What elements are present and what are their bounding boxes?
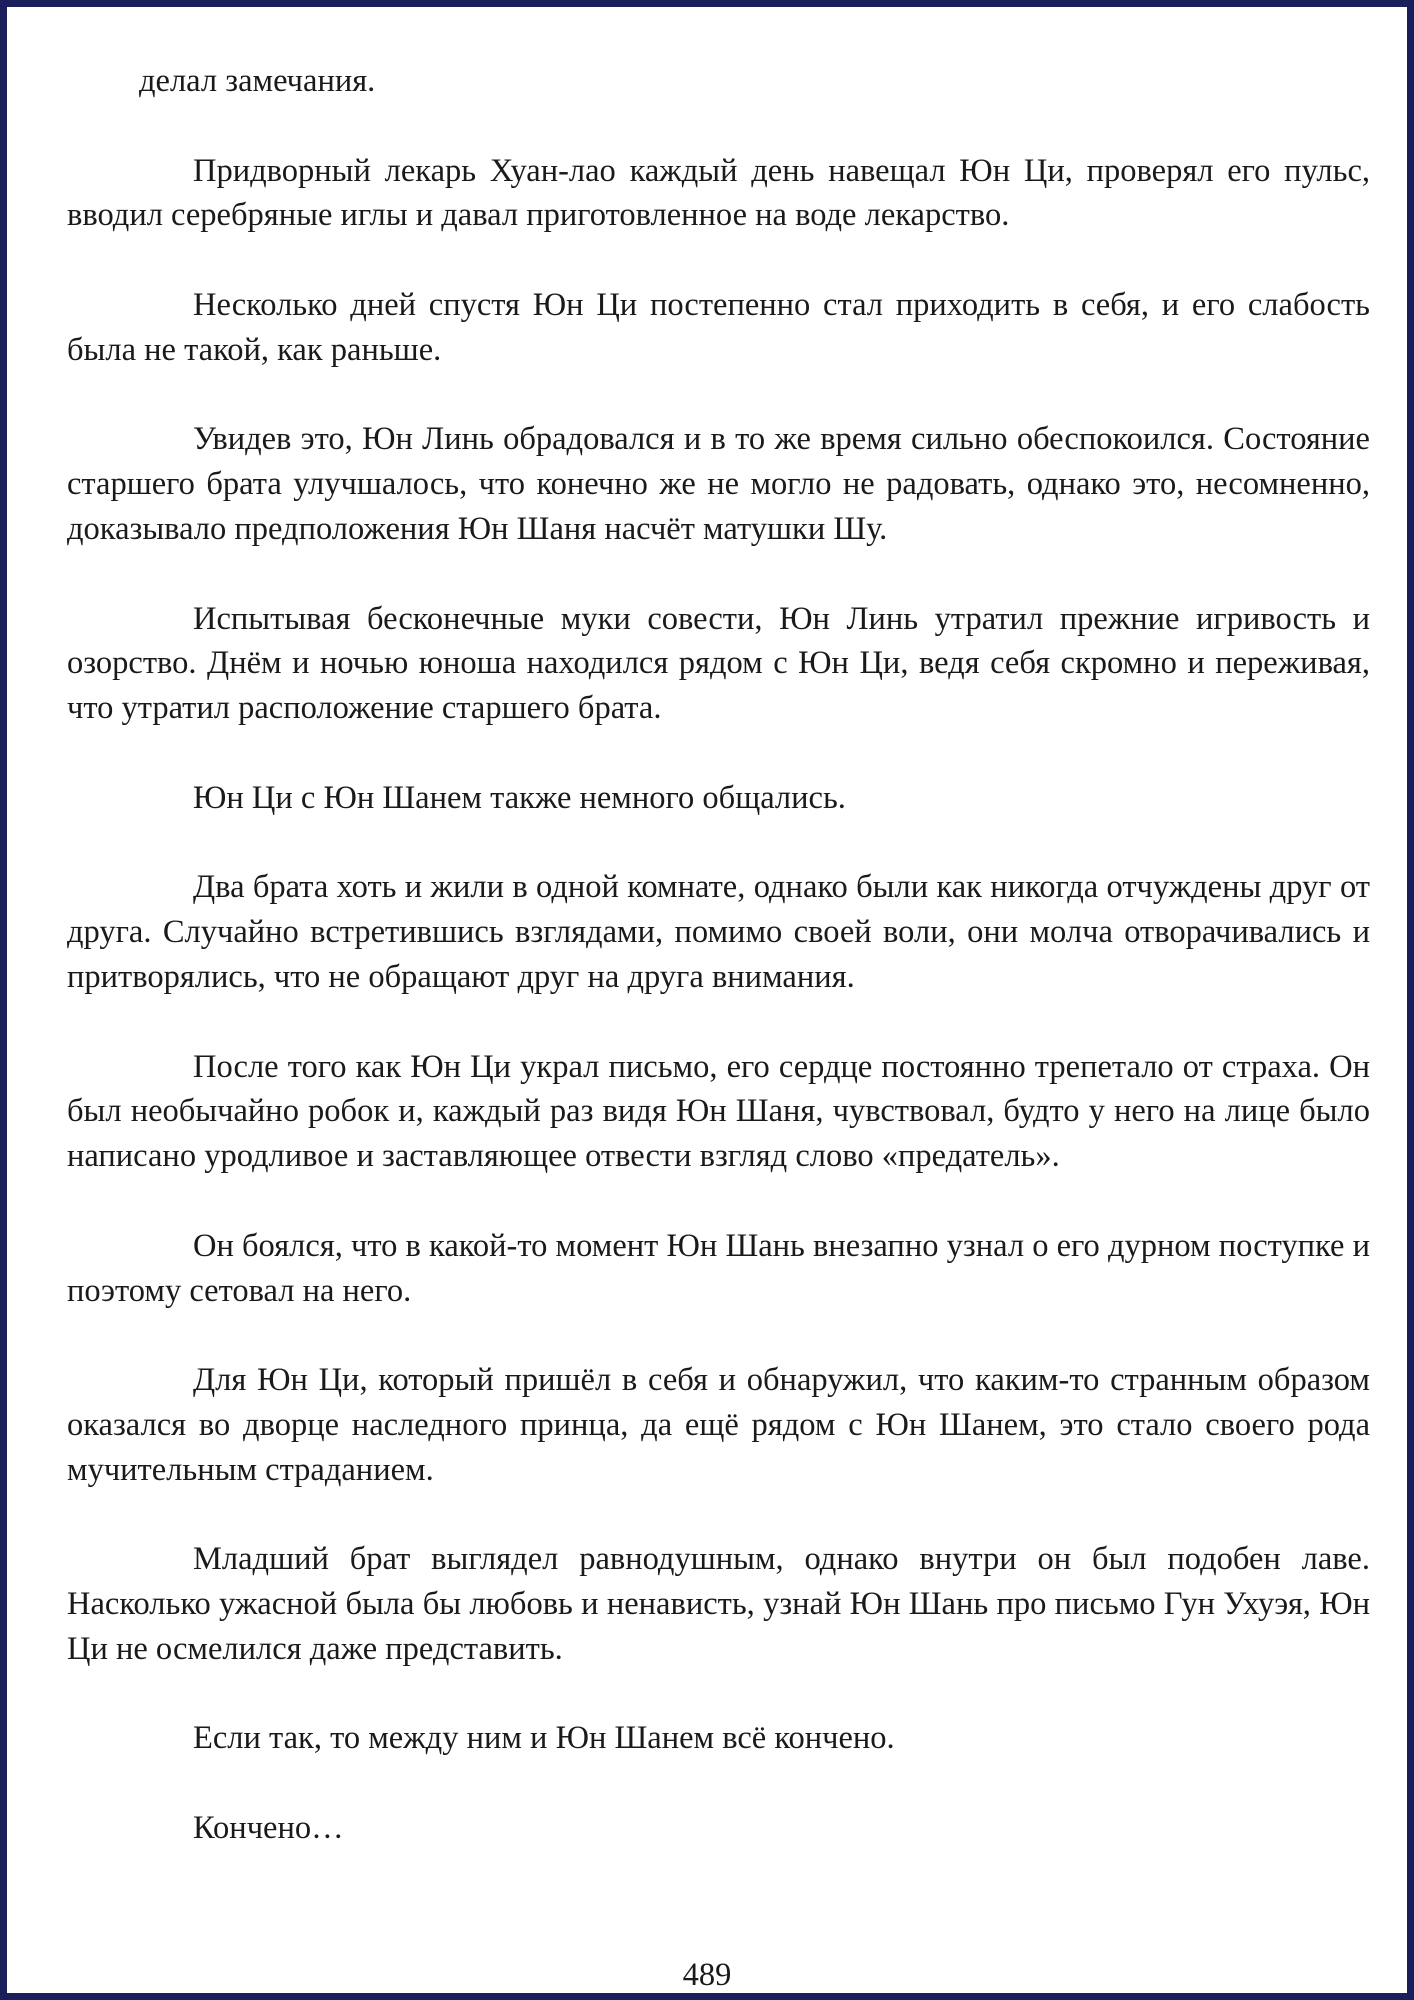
- paragraph-7: Два брата хоть и жили в одной комнате, однако были как никогда отчуждены друг от друга. Случайно встретившись взглядами, помимо своей воли, они молча отворачивались и притворялись, что не обращают друг на друга внимания.: [67, 869, 1370, 995]
- paragraph-9: Он боялся, что в какой-то момент Юн Шань внезапно узнал о его дурном поступке и поэтому сетовал на него.: [67, 1227, 1370, 1309]
- paragraph-13: Кончено…: [193, 1810, 344, 1847]
- paragraph-11: Младший брат выглядел равнодушным, однако внутри он был подобен лаве. Насколько ужасной была бы любовь и ненависть, узнай Юн Шань про письмо Гун Ухуэя, Юн Ци не осмелился даже представить.: [67, 1541, 1370, 1667]
- paragraph-6: Юн Ци с Юн Шанем также немного общались.: [193, 779, 846, 816]
- paragraph-3: Несколько дней спустя Юн Ци постепенно стал приходить в себя, и его слабость была не такой, как раньше.: [67, 286, 1370, 368]
- paragraph-2: Придворный лекарь Хуан-лао каждый день навещал Юн Ци, проверял его пульс, вводил серебряные иглы и давал приготовленное на воде лекарство.: [67, 152, 1370, 234]
- paragraph-10: Для Юн Ци, который пришёл в себя и обнаружил, что каким-то странным образом оказался во дворце наследного принца, да ещё рядом с Юн Шанем, это стало своего рода мучительным страданием.: [67, 1362, 1370, 1488]
- paragraph-1: делал замечания.: [139, 63, 376, 99]
- paragraph-4: Увидев это, Юн Линь обрадовался и в то же время сильно обеспокоился. Состояние старшего брата улучшалось, что конечно же не могло не радовать, однако это, несомненно, доказывало предположения Юн Шаня насчёт матушки Шу.: [67, 421, 1370, 547]
- paragraph-5: Испытывая бесконечные муки совести, Юн Линь утратил прежние игривость и озорство. Днём и ночью юноша находился рядом с Юн Ци, ведя себя скромно и переживая, что утратил расположение старшего брата.: [67, 600, 1370, 727]
- paragraph-12: Если так, то между ним и Юн Шанем всё кончено.: [193, 1720, 895, 1757]
- page-number: 489: [682, 1957, 732, 1993]
- paragraph-8: После того как Юн Ци украл письмо, его сердце постоянно трепетало от страха. Он был необычайно робок и, каждый раз видя Юн Шаня, чувствовал, будто у него на лице было написано уродливое и заставляющее отвести взгляд слово «предатель».: [67, 1048, 1370, 1175]
- page-text: [67, 59, 1370, 1896]
